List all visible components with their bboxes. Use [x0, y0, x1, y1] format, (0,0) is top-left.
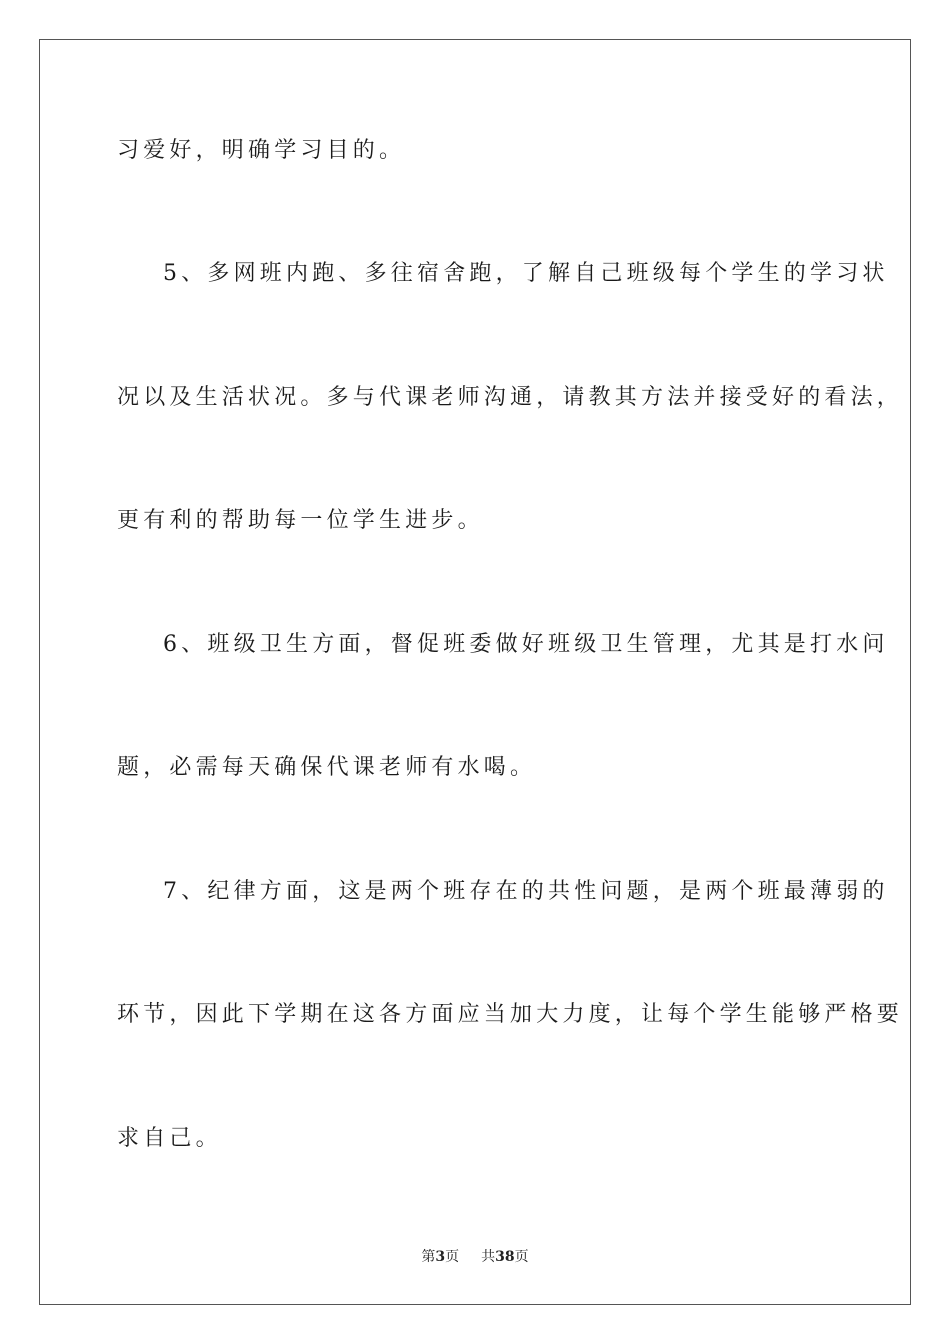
- text-line-7: 7、纪律方面，这是两个班存在的共性问题，是两个班最薄弱的: [163, 879, 889, 904]
- page-suffix: 页: [445, 1249, 460, 1265]
- text-line-2: 5、多网班内跑、多往宿舍跑，了解自己班级每个学生的学习状: [163, 261, 889, 286]
- text-line-1: 习爱好，明确学习目的。: [117, 138, 406, 163]
- total-suffix: 页: [514, 1249, 529, 1265]
- page-border: [39, 39, 911, 1305]
- text-line-6: 题，必需每天确保代课老师有水喝。: [117, 755, 537, 780]
- text-line-4: 更有利的帮助每一位学生进步。: [117, 508, 484, 533]
- page-footer: [0, 1248, 950, 1266]
- page-number: 3: [435, 1249, 446, 1265]
- text-line-8: 环节，因此下学期在这各方面应当加大力度，让每个学生能够严格要: [117, 1002, 904, 1027]
- text-line-5: 6、班级卫生方面，督促班委做好班级卫生管理，尤其是打水问: [163, 632, 889, 657]
- text-line-9: 求自己。: [117, 1126, 222, 1151]
- total-prefix: 共: [481, 1249, 496, 1265]
- page-prefix: 第: [421, 1249, 436, 1265]
- text-line-3: 况以及生活状况。多与代课老师沟通，请教其方法并接受好的看法，: [117, 385, 904, 410]
- total-pages: 38: [495, 1249, 515, 1265]
